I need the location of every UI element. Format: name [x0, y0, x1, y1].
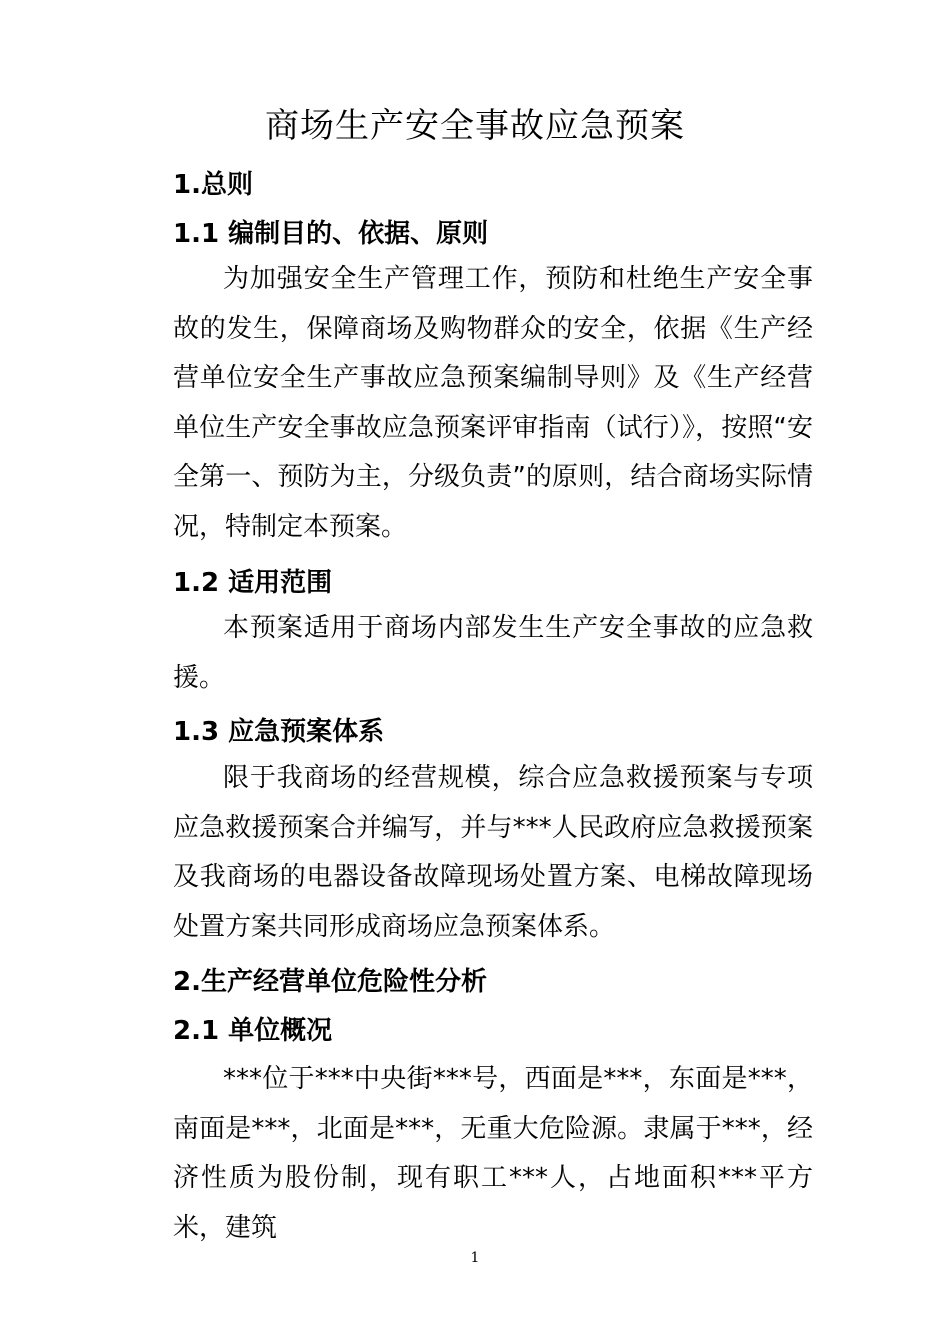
section-heading-hazard-analysis: 2.生产经营单位危险性分析: [173, 967, 487, 997]
page-number: 1: [470, 1250, 480, 1266]
paragraph-overview: ***位于***中央街***号，西面是***，东面是***，南面是***，北面是***，无重大危险源。隶属于***，经济性质为股份制，现有职工***人，占地面积***平方米，建筑: [173, 1064, 813, 1243]
document-title: 商场生产安全事故应急预案: [265, 106, 685, 146]
paragraph-purpose: 为加强安全生产管理工作，预防和杜绝生产安全事故的发生，保障商场及购物群众的安全，依据《生产经营单位安全生产事故应急预案编制导则》及《生产经营单位生产安全事故应急预案评审指南（试行）》，按照“安全第一、预防为主，分级负责”的原则，结合商场实际情况，特制定本预案。: [173, 264, 813, 542]
section-heading-overview: 2.1 单位概况: [173, 1016, 333, 1046]
section-heading-scope: 1.2 适用范围: [173, 568, 333, 598]
section-heading-purpose: 1.1 编制目的、依据、原则: [173, 219, 489, 249]
paragraph-plan-system: 限于我商场的经营规模，综合应急救援预案与专项应急救援预案合并编写，并与***人民政府应急救援预案及我商场的电器设备故障现场处置方案、电梯故障现场处置方案共同形成商场应急预案体系。: [173, 763, 813, 942]
section-heading-plan-system: 1.3 应急预案体系: [173, 717, 385, 747]
section-heading-general: 1.总则: [173, 170, 253, 200]
paragraph-scope: 本预案适用于商场内部发生生产安全事故的应急救援。: [173, 613, 813, 693]
